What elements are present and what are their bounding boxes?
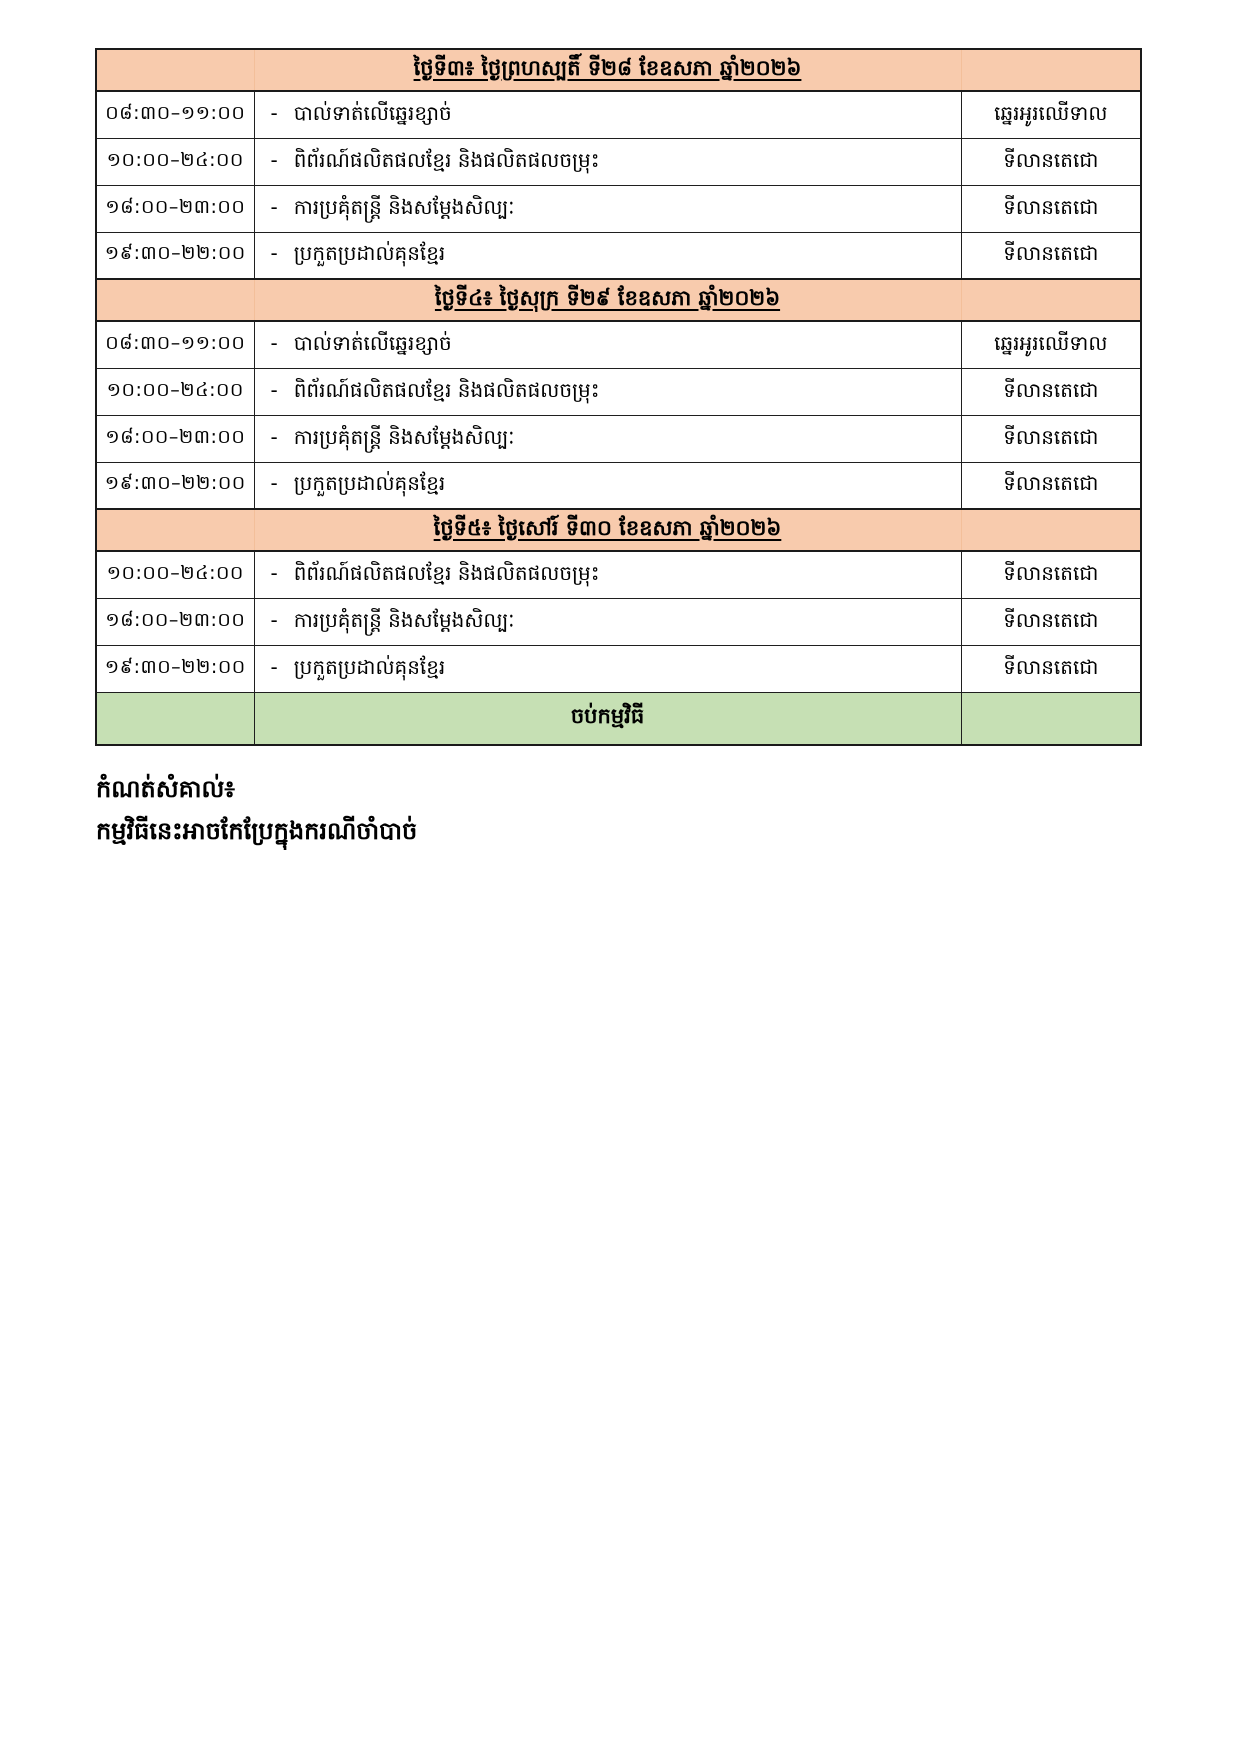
activity-cell: [254, 321, 961, 368]
time-cell: ១០:០០–២៤:០០: [96, 138, 254, 185]
location-cell: ទីលានតេជោ: [961, 551, 1141, 598]
activity-text: ប្រកួតប្រដាល់គុនខ្មែរ: [293, 654, 446, 679]
time-cell: ១០:០០–២៤:០០: [96, 551, 254, 598]
table-row: [96, 185, 1141, 232]
activity-text: ការប្រគុំតន្ត្រី និងសម្តែងសិល្បៈ: [293, 194, 515, 219]
location-cell: ទីលានតេជោ: [961, 645, 1141, 692]
activity-cell: [254, 551, 961, 598]
table-row: [96, 598, 1141, 645]
day-header-row: [96, 279, 1141, 321]
activity-text: ប្រកួតប្រដាល់គុនខ្មែរ: [293, 241, 446, 266]
activity-cell: [254, 368, 961, 415]
time-cell: ១៩:៣០–២២:០០: [96, 645, 254, 692]
table-row: [96, 551, 1141, 598]
dash-bullet: -: [270, 471, 278, 496]
program-end-spacer: [96, 692, 254, 745]
table-row: [96, 232, 1141, 279]
notes-title: កំណត់សំគាល់៖: [96, 775, 235, 803]
table-row: [96, 462, 1141, 509]
time-cell: ១៨:០០–២៣:០០: [96, 185, 254, 232]
time-cell: ០៨:៣០–១១:០០: [96, 321, 254, 368]
day-header-spacer: [96, 49, 254, 91]
activity-text: ការប្រគុំតន្ត្រី និងសម្តែងសិល្បៈ: [293, 424, 515, 449]
notes-body: កម្មវិធីនេះអាចកែប្រែក្នុងករណីចាំបាច់: [96, 817, 418, 845]
location-cell: ទីលានតេជោ: [961, 232, 1141, 279]
time-cell: ១០:០០–២៤:០០: [96, 368, 254, 415]
time-cell: ០៨:៣០–១១:០០: [96, 91, 254, 138]
activity-text: ប្រកួតប្រដាល់គុនខ្មែរ: [293, 471, 446, 496]
day-header-row: [96, 49, 1141, 91]
location-cell: ឆ្នេរអូរឈើទាល: [961, 91, 1141, 138]
activity-cell: [254, 138, 961, 185]
table-row: [96, 138, 1141, 185]
program-end-spacer: [961, 692, 1141, 745]
day-5-header: ថ្ងៃទី៥៖ ថ្ងៃសៅរ៍ ទី៣០ ខែឧសភា ឆ្នាំ២០២៦: [254, 509, 961, 551]
time-cell: ១៨:០០–២៣:០០: [96, 415, 254, 462]
activity-cell: [254, 645, 961, 692]
location-cell: ទីលានតេជោ: [961, 598, 1141, 645]
dash-bullet: -: [270, 377, 278, 402]
activity-text: បាល់ទាត់លើឆ្នេរខ្សាច់: [293, 100, 452, 125]
table-row: [96, 321, 1141, 368]
location-cell: ទីលានតេជោ: [961, 185, 1141, 232]
location-cell: ទីលានតេជោ: [961, 138, 1141, 185]
table-row: [96, 91, 1141, 138]
location-cell: ឆ្នេរអូរឈើទាល: [961, 321, 1141, 368]
activity-text: បាល់ទាត់លើឆ្នេរខ្សាច់: [293, 330, 452, 355]
activity-cell: [254, 598, 961, 645]
table-row: [96, 368, 1141, 415]
time-cell: ១៨:០០–២៣:០០: [96, 598, 254, 645]
day-4-header: ថ្ងៃទី៤៖ ថ្ងៃសុក្រ ទី២៩ ខែឧសភា ឆ្នាំ២០២៦: [254, 279, 961, 321]
program-end-cell: ចប់កម្មវិធី: [254, 692, 961, 745]
location-cell: ទីលានតេជោ: [961, 415, 1141, 462]
activity-text: ពិព័រណ៍ផលិតផលខ្មែរ និងផលិតផលចម្រុះ: [293, 560, 600, 585]
dash-bullet: -: [270, 560, 278, 585]
activity-cell: [254, 232, 961, 279]
schedule-table: [95, 48, 1142, 746]
location-cell: ទីលានតេជោ: [961, 462, 1141, 509]
location-cell: ទីលានតេជោ: [961, 368, 1141, 415]
day-header-spacer: [96, 279, 254, 321]
day-header-row: [96, 509, 1141, 551]
time-cell: ១៩:៣០–២២:០០: [96, 462, 254, 509]
program-end-row: [96, 692, 1141, 745]
activity-text: ការប្រគុំតន្ត្រី និងសម្តែងសិល្បៈ: [293, 607, 515, 632]
dash-bullet: -: [270, 194, 278, 219]
dash-bullet: -: [270, 330, 278, 355]
dash-bullet: -: [270, 100, 278, 125]
table-row: [96, 645, 1141, 692]
activity-cell: [254, 185, 961, 232]
activity-cell: [254, 462, 961, 509]
dash-bullet: -: [270, 424, 278, 449]
dash-bullet: -: [270, 654, 278, 679]
activity-text: ពិព័រណ៍ផលិតផលខ្មែរ និងផលិតផលចម្រុះ: [293, 377, 600, 402]
dash-bullet: -: [270, 607, 278, 632]
dash-bullet: -: [270, 147, 278, 172]
activity-cell: [254, 415, 961, 462]
dash-bullet: -: [270, 241, 278, 266]
day-header-spacer: [961, 49, 1141, 91]
day-header-spacer: [961, 279, 1141, 321]
activity-text: ពិព័រណ៍ផលិតផលខ្មែរ និងផលិតផលចម្រុះ: [293, 147, 600, 172]
activity-cell: [254, 91, 961, 138]
day-3-header: ថ្ងៃទី៣៖ ថ្ងៃព្រហស្បតិ៍ ទី២៨ ខែឧសភា ឆ្នាំ២០២៦: [254, 49, 961, 91]
table-row: [96, 415, 1141, 462]
time-cell: ១៩:៣០–២២:០០: [96, 232, 254, 279]
notes-block: [96, 768, 417, 852]
day-header-spacer: [961, 509, 1141, 551]
day-header-spacer: [96, 509, 254, 551]
